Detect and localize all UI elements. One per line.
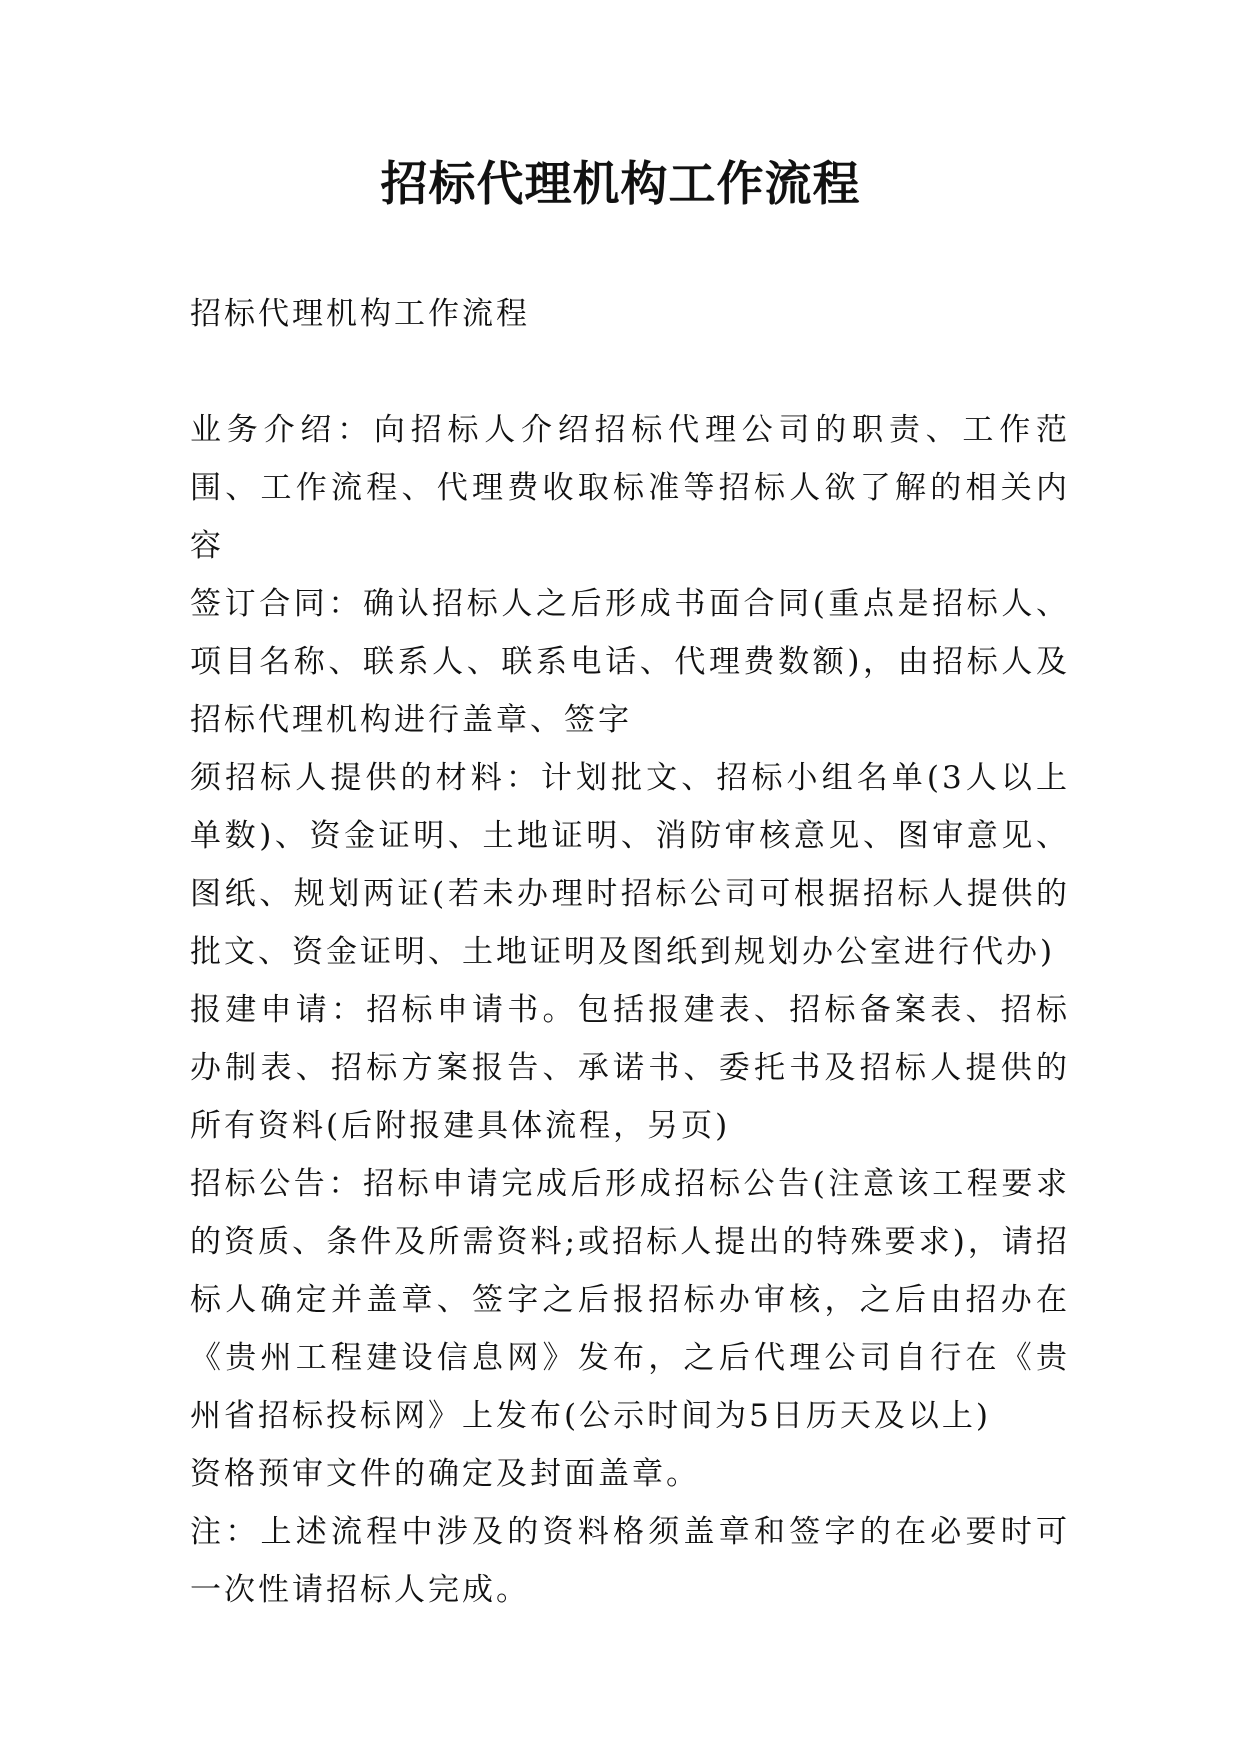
paragraph-prequalification: 资格预审文件的确定及封面盖章。 bbox=[190, 1456, 700, 1492]
document-subtitle: 招标代理机构工作流程 bbox=[190, 296, 530, 332]
document-title: 招标代理机构工作流程 bbox=[380, 157, 861, 212]
paragraph-note: 注：上述流程中涉及的资料格须盖章和签字的在必要时可一次性请招标人完成。 bbox=[190, 1514, 1070, 1608]
paragraph-registration-application: 报建申请：招标申请书。包括报建表、招标备案表、招标办制表、招标方案报告、承诺书、委托书及招标人提供的所有资料(后附报建具体流程，另页) bbox=[190, 992, 1070, 1144]
paragraph-tender-announcement: 招标公告：招标申请完成后形成招标公告(注意该工程要求的资质、条件及所需资料;或招标人提出的特殊要求)，请招标人确定并盖章、签字之后报招标办审核，之后由招办在《贵州工程建设信息网》发布，之后代理公司自行在《贵州省招标投标网》上发布(公示时间为5日历天及以上) bbox=[190, 1166, 1070, 1434]
paragraph-sign-contract: 签订合同：确认招标人之后形成书面合同(重点是招标人、项目名称、联系人、联系电话、代理费数额)，由招标人及招标代理机构进行盖章、签字 bbox=[190, 586, 1070, 738]
paragraph-business-intro: 业务介绍：向招标人介绍招标代理公司的职责、工作范围、工作流程、代理费收取标准等招标人欲了解的相关内容 bbox=[190, 412, 1070, 564]
paragraph-required-materials: 须招标人提供的材料：计划批文、招标小组名单(3人以上单数)、资金证明、土地证明、消防审核意见、图审意见、图纸、规划两证(若未办理时招标公司可根据招标人提供的批文、资金证明、土地证明及图纸到规划办公室进行代办) bbox=[190, 760, 1070, 970]
document-body bbox=[190, 285, 1070, 1619]
